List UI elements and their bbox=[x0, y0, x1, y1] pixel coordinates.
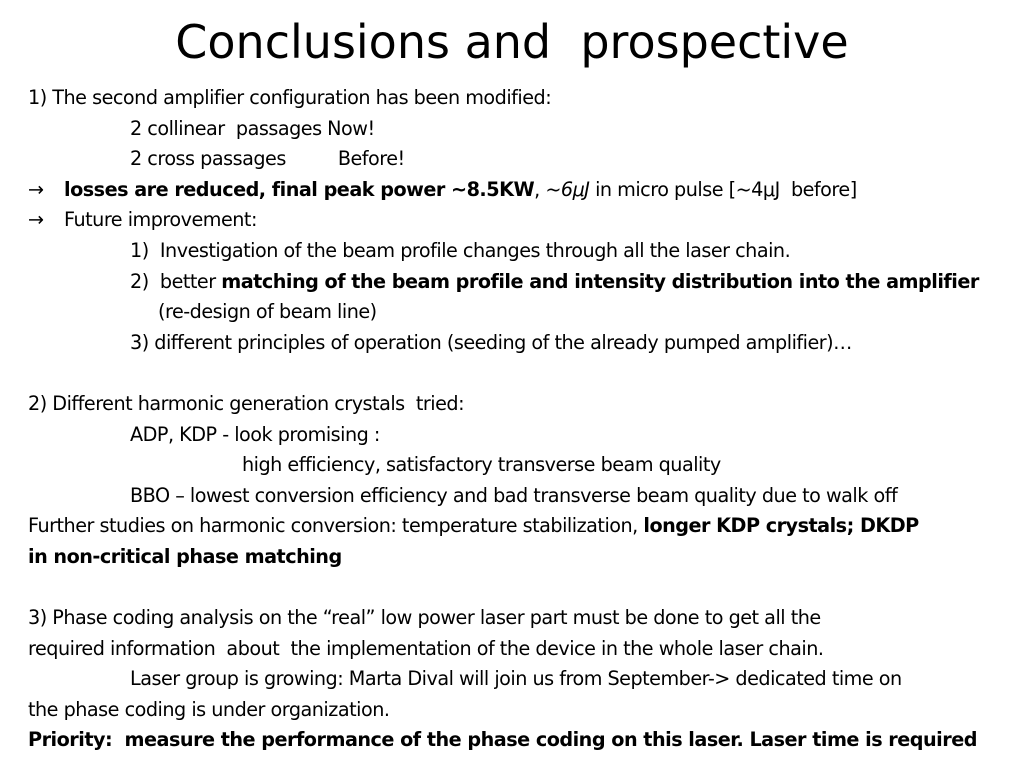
config-before-tag: Before! bbox=[337, 147, 405, 171]
losses-rest: in micro pulse [~4μJ before] bbox=[589, 177, 857, 201]
future-item-2-bold: matching of the beam profile and intensity distribution into the amplifier bbox=[221, 269, 979, 293]
future-item-2-note: (re-design of beam line) bbox=[158, 300, 377, 324]
losses-sep: , bbox=[534, 177, 546, 201]
further-studies-text: Further studies on harmonic conversion: temperature stabilization, bbox=[28, 514, 644, 538]
future-line bbox=[28, 205, 1018, 236]
section-3-line-2: required information about the implementation of the device in the whole laser chain. bbox=[28, 636, 824, 660]
adp-kdp-line: ADP, KDP - look promising : bbox=[130, 422, 380, 446]
losses-line bbox=[28, 175, 1018, 206]
future-item-3: 3) different principles of operation (seeding of the already pumped amplifier)… bbox=[130, 330, 852, 354]
bbo-line: BBO – lowest conversion efficiency and bad transverse beam quality due to walk off bbox=[130, 483, 898, 507]
further-studies-line bbox=[28, 511, 1018, 542]
future-item-2-prefix: 2) better bbox=[130, 269, 222, 293]
slide-title: Conclusions and prospective bbox=[175, 15, 849, 69]
section-3-line-3: Laser group is growing: Marta Dival will join us from September-> dedicated time on bbox=[130, 667, 902, 691]
future-item-1: 1) Investigation of the beam profile changes through all the laser chain. bbox=[130, 238, 791, 262]
future-item-2 bbox=[28, 267, 1018, 298]
section-1-heading: 1) The second amplifier configuration has been modified: bbox=[28, 86, 552, 109]
adp-kdp-detail: high efficiency, satisfactory transverse beam quality bbox=[242, 453, 721, 477]
losses-bold: losses are reduced, final peak power ~8.5KW bbox=[64, 177, 535, 201]
further-studies-bold: longer KDP crystals; DKDP bbox=[643, 514, 919, 538]
slide-body bbox=[28, 83, 1018, 756]
section-2-heading: 2) Different harmonic generation crystals tried: bbox=[28, 391, 465, 415]
section-3-line-1: 3) Phase coding analysis on the “real” low power laser part must be done to get all the bbox=[28, 606, 821, 630]
future-label: Future improvement: bbox=[64, 208, 257, 232]
arrow-right-icon: → bbox=[28, 177, 44, 201]
spacer bbox=[28, 573, 1018, 604]
arrow-right-icon: → bbox=[28, 208, 44, 232]
priority-line: Priority: measure the performance of the phase coding on this laser. Laser time is required bbox=[28, 728, 977, 752]
config-before-label: 2 cross passages bbox=[130, 147, 286, 171]
section-3-line-4: the phase coding is under organization. bbox=[28, 697, 390, 721]
losses-energy: ~6μJ bbox=[545, 177, 590, 201]
spacer bbox=[28, 358, 1018, 389]
further-studies-bold-cont: in non-critical phase matching bbox=[28, 544, 342, 568]
config-now: 2 collinear passages Now! bbox=[130, 116, 375, 140]
config-before bbox=[28, 144, 1018, 175]
